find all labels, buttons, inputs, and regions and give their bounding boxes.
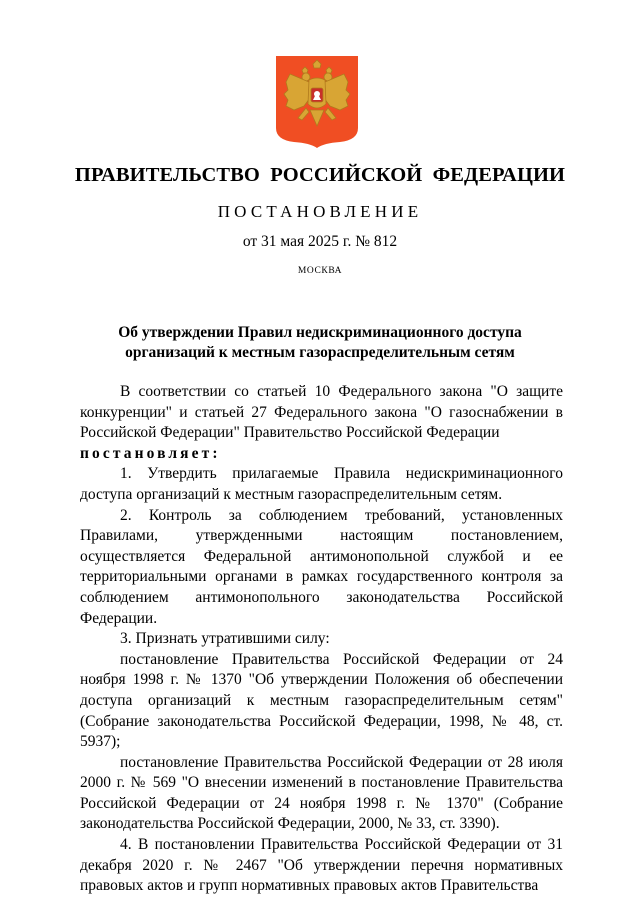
document-subject	[80, 323, 560, 363]
subject-line-1: Об утверждении Правил недискриминационного доступа	[118, 324, 522, 341]
document-type: ПОСТАНОВЛЕНИЕ	[217, 202, 423, 221]
item-3b-paragraph: постановление Правительства Российской Федерации от 28 июля 2000 г. № 569 "О внесении изменений в постановление Правительства Российской Федерации от 24 ноября 1998 г. № 1370" (Собрание законодательства Российской Федерации, 2000, № 33, ст. 3390).	[80, 753, 563, 833]
document-city: МОСКВА	[297, 266, 343, 276]
preamble-paragraph: В соответствии со статьей 10 Федерального закона "О защите конкуренции" и статьей 27 Федерального закона "О газоснабжении в Российской Федерации" Правительство Российской Федерации	[80, 383, 563, 442]
document-body	[80, 382, 563, 897]
subject-line-2: организаций к местным газораспределительным сетям	[125, 344, 515, 361]
government-title: ПРАВИТЕЛЬСТВО РОССИЙСКОЙ ФЕДЕРАЦИИ	[74, 164, 566, 186]
decree-word: постановляет:	[80, 444, 221, 462]
item-1-paragraph: 1. Утвердить прилагаемые Правила недискриминационного доступа организаций к местным газораспределительным сетям.	[80, 465, 563, 503]
item-4-paragraph: 4. В постановлении Правительства Российской Федерации от 31 декабря 2020 г. № 2467 "Об утверждении перечня нормативных правовых актов и групп нормативных правовых актов Правительства	[80, 836, 563, 895]
document-date-number: от 31 мая 2025 г. № 812	[242, 233, 398, 250]
decree-word-paragraph	[80, 444, 563, 465]
item-2-paragraph: 2. Контроль за соблюдением требований, установленных Правилами, утвержденными настоящим постановлением, осуществляется Федеральной антимонопольной службой и ее территориальными органами в рамках государственного контроля за соблюдением антимонопольного законодательства Российской Федерации.	[80, 506, 563, 627]
item-3-paragraph: 3. Признать утратившими силу:	[120, 630, 330, 648]
coat-of-arms-icon	[276, 56, 358, 148]
item-3a-paragraph: постановление Правительства Российской Федерации от 24 ноября 1998 г. № 1370 "Об утверждении Положения об обеспечении доступа организаций к местным газораспределительным сетям" (Собрание законодательства Российской Федерации, 1998, № 48, ст. 5937);	[80, 650, 563, 751]
